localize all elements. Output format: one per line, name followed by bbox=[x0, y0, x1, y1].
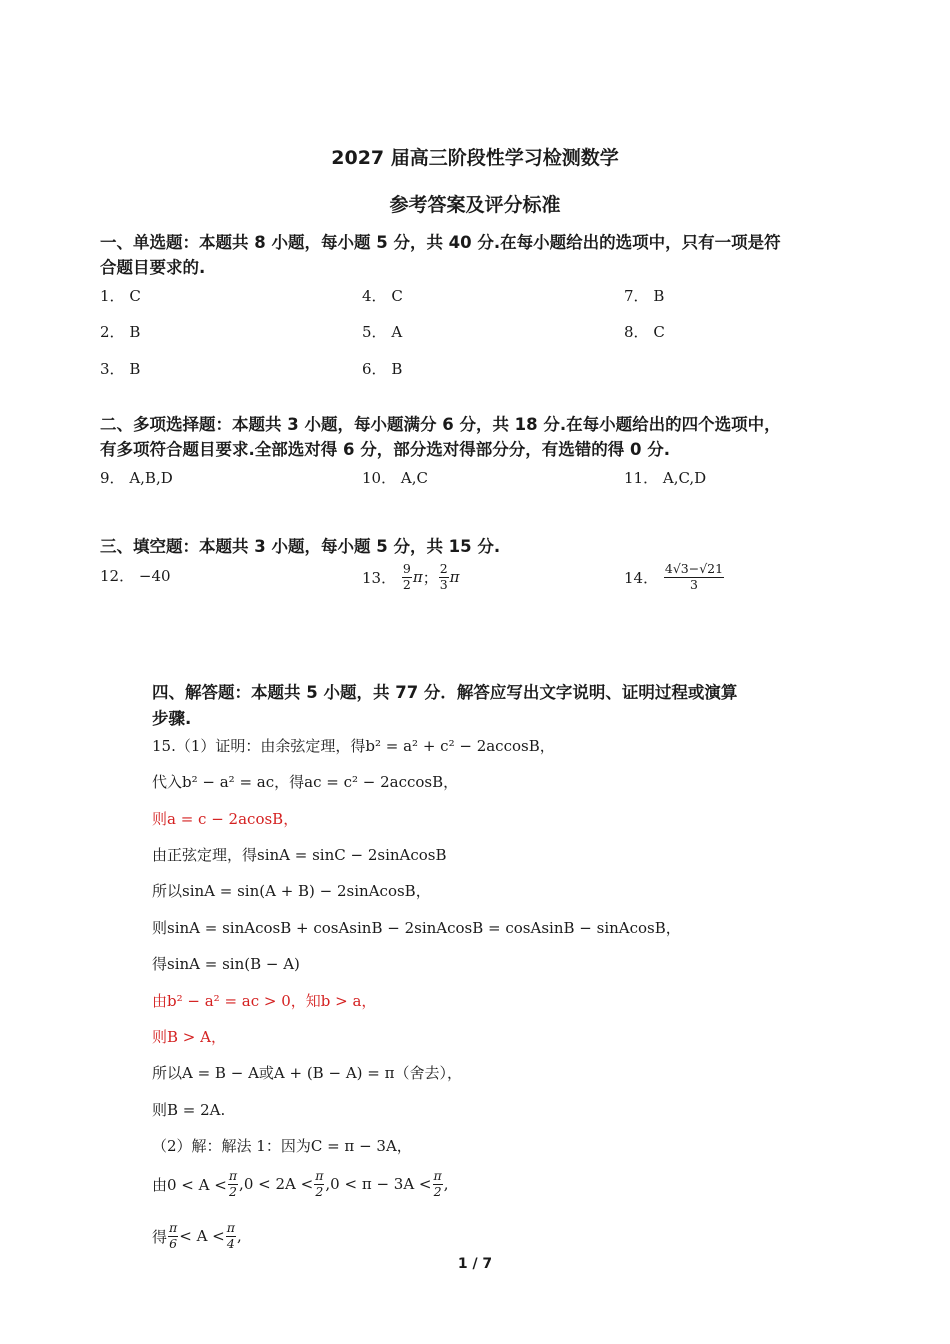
solution-line-highlight: 由b² − a² = ac > 0，知b > a， bbox=[152, 992, 377, 1010]
page-subtitle: 参考答案及评分标准 bbox=[389, 194, 561, 216]
answer-item: 7． B bbox=[624, 287, 665, 305]
solution-line: 15.（1）证明：由余弦定理，得b² = a² + c² − 2accosB， bbox=[152, 737, 555, 755]
answer-item: 5． A bbox=[362, 323, 403, 341]
answer-item: 10． A,C bbox=[362, 469, 428, 487]
solution-line: 则sinA = sinAcosB + cosAsinB − 2sinAcosB = cosAsinB − sinAcosB， bbox=[152, 919, 681, 937]
section2-heading-line1: 二、多项选择题：本题共 3 小题，每小题满分 6 分，共 18 分.在每小题给出的四个选项中， bbox=[100, 415, 781, 434]
solution-line-highlight: 则B > A， bbox=[152, 1028, 226, 1046]
solution-line: 得sinA = sin(B − A) bbox=[152, 955, 300, 973]
solution-line: 由正弦定理，得sinA = sinC − 2sinAcosB bbox=[152, 846, 447, 864]
answer-item: 6． B bbox=[362, 360, 403, 378]
section4-heading-line2: 步骤. bbox=[152, 709, 192, 728]
solution-line-highlight: 则a = c − 2acosB， bbox=[152, 810, 299, 828]
solution-line: 所以sinA = sin(A + B) − 2sinAcosB， bbox=[152, 882, 431, 900]
solution-line-fractions: 由0 < A < $\frac{\pi}{2}$ ,0 < 2A < $\frac{\pi}{2}$ ,0 < π − 3A < $\frac{\pi}{2}$ , bbox=[152, 1168, 449, 1199]
section4-heading-line1: 四、解答题：本题共 5 小题，共 77 分．解答应写出文字说明、证明过程或演算 bbox=[152, 683, 738, 702]
section1-heading-line1: 一、单选题：本题共 8 小题，每小题 5 分，共 40 分.在每小题给出的选项中，只有一项是符 bbox=[100, 233, 781, 252]
section2-heading-line2: 有多项符合题目要求.全部选对得 6 分，部分选对得部分分，有选错的得 0 分. bbox=[100, 440, 670, 459]
answer-item: 8． C bbox=[624, 323, 665, 341]
answer-item: 1． C bbox=[100, 287, 141, 305]
answer-item: 9． A,B,D bbox=[100, 469, 173, 487]
solution-line: 代入b² − a² = ac，得ac = c² − 2accosB， bbox=[152, 773, 459, 791]
solution-line: 所以A = B − A或A + (B − A) = π（舍去）， bbox=[152, 1064, 462, 1082]
answer-item-14: 14． $\frac{4√3-√21}{3}$ bbox=[624, 561, 724, 592]
answer-item: 2． B bbox=[100, 323, 141, 341]
solution-line: 则B = 2A. bbox=[152, 1101, 226, 1119]
solution-line-fractions: 得 $\frac{\pi}{6}$ < A < $\frac{\pi}{4}$ , bbox=[152, 1220, 242, 1251]
answer-item-12: 12． −40 bbox=[100, 567, 171, 585]
answer-item-13: 13． $\frac{9}{2}$ π ； $\frac{2}{3}$ π bbox=[362, 561, 460, 592]
answer-item: 11． A,C,D bbox=[624, 469, 707, 487]
page-title: 2027 届高三阶段性学习检测数学 bbox=[331, 147, 619, 169]
solution-line: （2）解：解法 1：因为C = π − 3A， bbox=[152, 1137, 412, 1155]
answer-item: 4． C bbox=[362, 287, 403, 305]
section3-heading: 三、填空题：本题共 3 小题，每小题 5 分，共 15 分. bbox=[100, 537, 501, 556]
section1-heading-line2: 合题目要求的. bbox=[100, 258, 206, 277]
page-number: 1 / 7 bbox=[457, 1256, 493, 1272]
answer-item: 3． B bbox=[100, 360, 141, 378]
